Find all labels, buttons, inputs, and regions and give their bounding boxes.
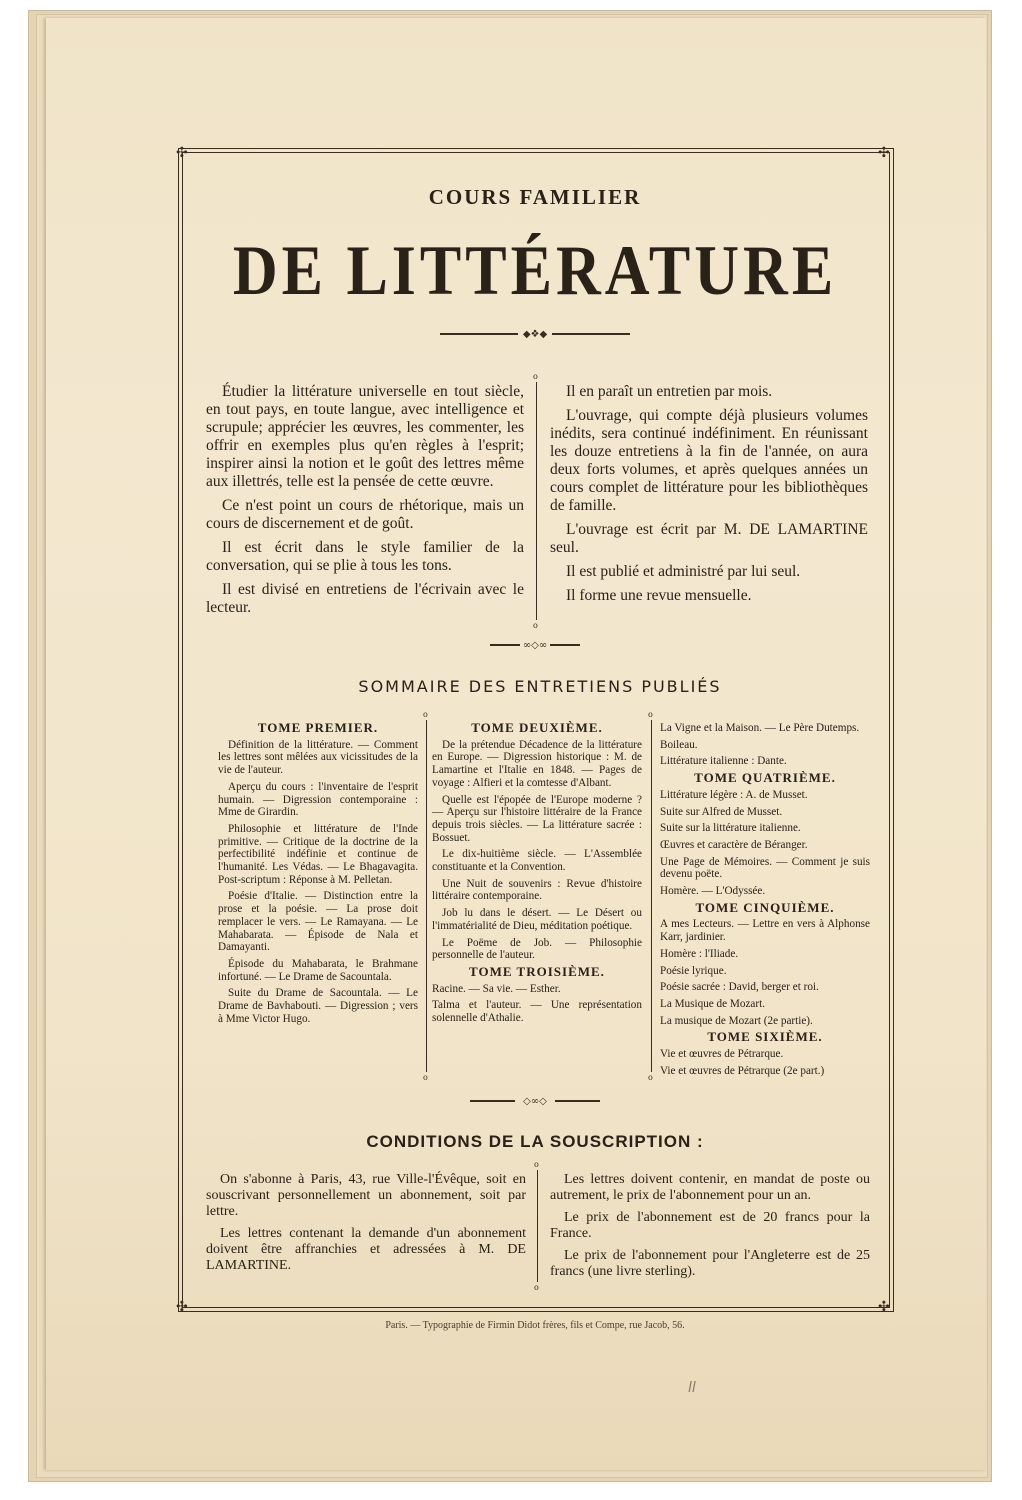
column-rule (651, 720, 652, 1072)
tome-heading: TOME CINQUIÈME. (695, 899, 835, 915)
list-item: Homère. — L'Odyssée. (660, 885, 766, 898)
intro-paragraph: Il est divisé en entretiens de l'écrivain avec le lecteur. (206, 581, 524, 616)
list-item: Talma et l'auteur. — Une représentation solennelle d'Athalie. (432, 999, 642, 1025)
list-item: Épisode du Mahabarata, le Brahmane infortuné. — Le Drame de Sacountala. (218, 957, 418, 983)
list-item: Littérature légère : A. de Musset. (660, 788, 808, 801)
intro-paragraph: Il en paraît un entretien par mois. (566, 383, 773, 400)
list-item: Philosophie et littérature de l'Inde primitive. — Critique de la doctrine de la perfectibilité indéfinie et continue de l'humanité. Les Védas. — Le Bhagavagita. Post-scriptum : Réponse à M. Pelletan. (218, 822, 418, 886)
tome-heading: TOME TROISIÈME. (469, 963, 605, 979)
conditions-right-column (550, 1172, 870, 1286)
intro-paragraph: Il est publié et administré par lui seul. (566, 563, 801, 580)
list-item: Poésie d'Italie. — Distinction entre la prose et la poésie. — La prose doit remplacer le vers. — Le Ramayana. — Le Mahabarata. — Épisode de Nala et Damayanti. (218, 890, 418, 954)
ornament-icon: ◇∞◇ (523, 1096, 547, 1107)
list-item: Œuvres et caractère de Béranger. (660, 838, 808, 851)
sommaire-column-2 (432, 722, 642, 1029)
column-rule (537, 1170, 538, 1282)
ornament-divider (470, 1096, 600, 1106)
list-item: Vie et œuvres de Pétrarque. (660, 1048, 784, 1061)
list-item: La Vigne et la Maison. — Le Père Dutemps. (660, 722, 860, 734)
title-small: COURS FAMILIER (428, 185, 642, 209)
intro-left-column (206, 383, 524, 623)
list-item: Poésie lyrique. (660, 964, 727, 977)
intro-paragraph: Étudier la littérature universelle en tout siècle, en tout pays, en toute langue, avec intelligence et scrupule; apprécier les œuvres, les commenter, les offrir en exemples plus qu'en règles à l'esprit; inspirer ainsi la notion et le goût des lettres même aux illettrés, telle est la pensée de cette œuvre. (206, 383, 524, 490)
intro-right-column (550, 383, 868, 611)
tome-heading: TOME PREMIER. (257, 720, 379, 735)
list-item: Job lu dans le désert. — Le Désert ou l'immatérialité de Dieu, méditation poétique. (432, 907, 642, 932)
ornament-icon: ◆❖◆ (522, 329, 548, 340)
sommaire-column-3 (660, 722, 870, 1081)
printer-footer: Paris. — Typographie de Firmin Didot frères, fils et Compe, rue Jacob, 56. (385, 1320, 685, 1331)
list-item: Suite sur la littérature italienne. (660, 822, 801, 835)
conditions-left-column (206, 1172, 526, 1280)
pencil-mark: ll (688, 1380, 696, 1396)
list-item: La Musique de Mozart. (660, 997, 766, 1010)
list-item: Littérature italienne : Dante. (660, 755, 787, 768)
tome-heading: TOME DEUXIÈME. (471, 720, 603, 735)
intro-paragraph: Il forme une revue mensuelle. (566, 587, 752, 604)
intro-paragraph: L'ouvrage, qui compte déjà plusieurs volumes inédits, sera continué indéfiniment. En réunissant les douze entretiens à la fin de l'année, on aura deux forts volumes, et après quelques années un cours complet de littérature pour les bibliothèques de famille. (550, 407, 868, 514)
list-item: Une Page de Mémoires. — Comment je suis devenu poëte. (660, 855, 870, 881)
list-item: Quelle est l'épopée de l'Europe moderne ? — Aperçu sur l'histoire littéraire de la France depuis trois siècles. — La littérature sacrée : Bossuet. (432, 793, 642, 844)
intro-paragraph: L'ouvrage est écrit par M. DE LAMARTINE seul. (550, 521, 868, 556)
conditions-paragraph: Les lettres doivent contenir, en mandat de poste ou autrement, le prix de l'abonnement pour un an. (550, 1172, 870, 1203)
sommaire-title: SOMMAIRE DES ENTRETIENS PUBLIÉS (358, 677, 722, 696)
conditions-paragraph: On s'abonne à Paris, 43, rue Ville-l'Évêque, soit en souscrivant personnellement un abonnement, soit par lettre. (206, 1172, 526, 1219)
list-item: A mes Lecteurs. — Lettre en vers à Alphonse Karr, jardinier. (660, 918, 870, 944)
list-item: Racine. — Sa vie. — Esther. (432, 982, 561, 995)
column-rule (426, 720, 427, 1072)
list-item: Le Poëme de Job. — Philosophie personnelle de l'auteur. (432, 936, 642, 962)
title-large: DE LITTÉRATURE (232, 231, 838, 311)
ornament-divider (490, 640, 580, 650)
list-item: La musique de Mozart (2e partie). (660, 1014, 813, 1027)
list-item: De la prétendue Décadence de la littérature en Europe. — Digression historique : M. de Lamartine et l'Italie en 1848. — Pages de voyage : Alfieri et la comtesse d'Albant. (432, 738, 642, 789)
list-item: Aperçu du cours : l'inventaire de l'esprit humain. — Digression contemporaine : Mme de Girardin. (218, 780, 418, 819)
list-item: Une Nuit de souvenirs : Revue d'histoire littéraire contemporaine. (432, 877, 642, 903)
list-item: Suite du Drame de Sacountala. — Le Drame de Bavhabouti. — Digression ; vers à Mme Victor Hugo. (218, 987, 418, 1025)
intro-paragraph: Il est écrit dans le style familier de la conversation, qui se plie à tous les tons. (206, 539, 524, 574)
corner-ornament-icon: ✣ (176, 1299, 188, 1315)
ornament-divider (440, 329, 630, 339)
tome-heading: TOME SIXIÈME. (707, 1029, 823, 1045)
tome-heading: TOME QUATRIÈME. (694, 770, 836, 786)
list-item: Poésie sacrée : David, berger et roi. (660, 981, 819, 994)
list-item: Boileau. (660, 738, 698, 751)
list-item: Vie et œuvres de Pétrarque (2e part.) (660, 1064, 825, 1077)
corner-ornament-icon: ✣ (878, 1299, 890, 1315)
conditions-paragraph: Le prix de l'abonnement pour l'Angleterre est de 25 francs (une livre sterling). (550, 1248, 870, 1279)
column-rule (536, 382, 537, 620)
intro-paragraph: Ce n'est point un cours de rhétorique, mais un cours de discernement et de goût. (206, 497, 524, 532)
conditions-title: CONDITIONS DE LA SOUSCRIPTION : (366, 1132, 704, 1151)
list-item: Définition de la littérature. — Comment les lettres sont mêlées aux vicissitudes de la vie de l'auteur. (218, 738, 418, 777)
conditions-paragraph: Les lettres contenant la demande d'un abonnement doivent être affranchies et adressées à M. DE LAMARTINE. (206, 1226, 526, 1273)
conditions-paragraph: Le prix de l'abonnement est de 20 francs pour la France. (550, 1210, 870, 1241)
corner-ornament-icon: ✣ (176, 145, 188, 161)
list-item: Homère : l'Iliade. (660, 947, 739, 960)
list-item: Suite sur Alfred de Musset. (660, 805, 783, 818)
list-item: Le dix-huitième siècle. — L'Assemblée constituante et la Convention. (432, 848, 642, 874)
ornament-icon: ∞◇∞ (522, 640, 548, 651)
corner-ornament-icon: ✣ (878, 145, 890, 161)
sommaire-column-1 (218, 722, 418, 1029)
